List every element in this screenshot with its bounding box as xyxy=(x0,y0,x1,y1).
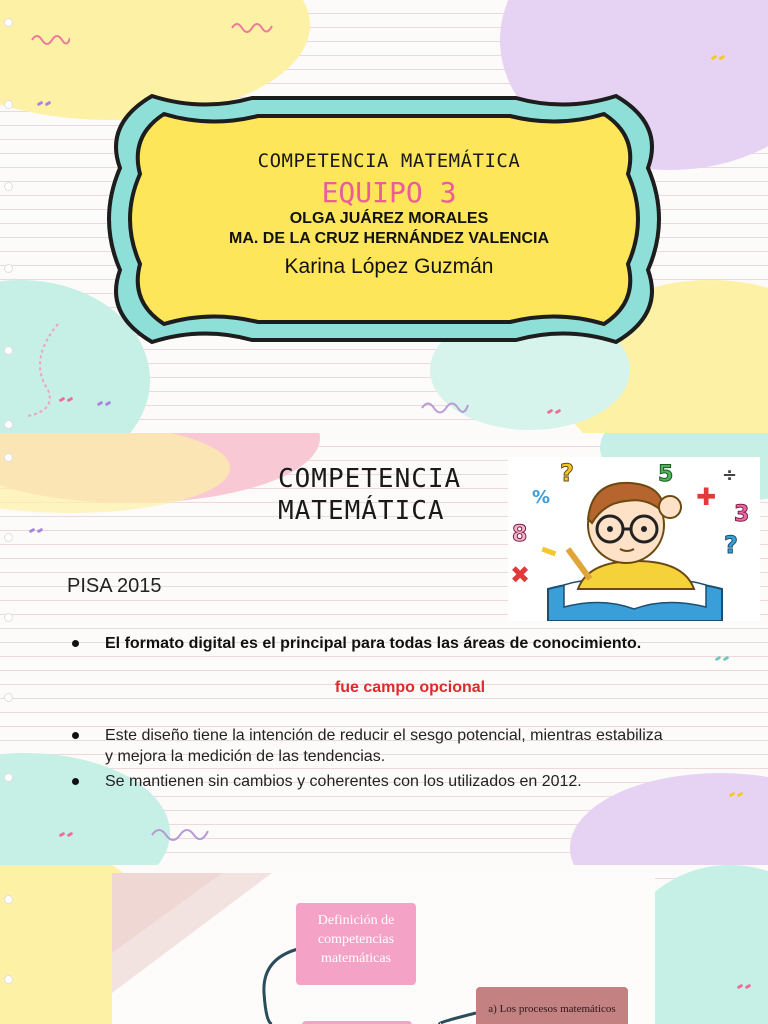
pink-dots xyxy=(546,400,562,418)
cover-title-block xyxy=(150,150,628,279)
teal-dots xyxy=(714,647,730,665)
bullet-dot xyxy=(72,640,79,647)
content-slide xyxy=(0,433,768,865)
percent-icon: ÷ xyxy=(722,465,738,486)
yellow-dots xyxy=(710,46,726,64)
student-math-illustration xyxy=(508,457,760,621)
bullet-text: Se mantienen sin cambios y coherentes con los utilizados en 2012. xyxy=(105,773,582,790)
purple-dots xyxy=(28,519,44,537)
minus-icon xyxy=(541,547,556,556)
concept-map-slide xyxy=(0,865,768,1024)
slide-title: COMPETENCIA MATEMÁTICA xyxy=(278,464,462,526)
purple-dots xyxy=(36,92,52,110)
lilac-squiggle xyxy=(150,821,210,841)
pisa-label: PISA 2015 xyxy=(67,575,162,597)
pink-squiggle xyxy=(30,30,70,46)
plus-icon: ✚ xyxy=(696,483,717,511)
member-name: Karina López Guzmán xyxy=(284,255,494,278)
concept-node: Definición de competencias matemáticas xyxy=(296,903,416,985)
purple-dots xyxy=(96,392,112,410)
number-5-icon: 5 xyxy=(658,462,674,487)
cover-slide xyxy=(0,0,768,433)
bullet-item xyxy=(72,633,672,654)
member-name: OLGA JUÁREZ MORALES xyxy=(289,210,489,227)
notebook-holes xyxy=(4,433,14,865)
pink-dots xyxy=(58,823,74,841)
percent-icon: % xyxy=(532,487,551,508)
mint-blob xyxy=(0,753,170,865)
member-name: MA. DE LA CRUZ HERNÁNDEZ VALENCIA xyxy=(229,230,549,247)
times-icon: ✖ xyxy=(510,561,531,589)
pink-dots xyxy=(736,975,752,993)
concept-node: a) Los procesos matemáticos xyxy=(476,987,628,1024)
team-label: EQUIPO 3 xyxy=(321,176,457,209)
number-8-icon: 8 xyxy=(512,522,528,547)
pink-squiggle xyxy=(230,18,274,34)
yellow-dots xyxy=(728,783,744,801)
bullet-dot xyxy=(72,732,79,739)
bullet-text: Este diseño tiene la intención de reducir el sesgo potencial, mientras estabiliza y mejora la medición de las tendencias. xyxy=(105,727,663,765)
note-text: fue campo opcional xyxy=(334,679,486,696)
notebook-holes xyxy=(4,865,14,1024)
cover-heading: COMPETENCIA MATEMÁTICA xyxy=(257,150,521,172)
question-mark-icon: ? xyxy=(724,531,738,559)
pink-dots xyxy=(58,388,74,406)
lilac-squiggle xyxy=(420,396,470,414)
number-3-icon: 3 xyxy=(734,502,750,527)
question-mark-icon: ? xyxy=(560,459,574,487)
bullet-item xyxy=(72,771,672,792)
bullet-item xyxy=(72,725,672,767)
bullet-text: El formato digital es el principal para todas las áreas de conocimiento. xyxy=(105,635,642,652)
bullet-dot xyxy=(72,778,79,785)
yellow-blob xyxy=(0,433,230,513)
notebook-holes xyxy=(4,0,14,433)
